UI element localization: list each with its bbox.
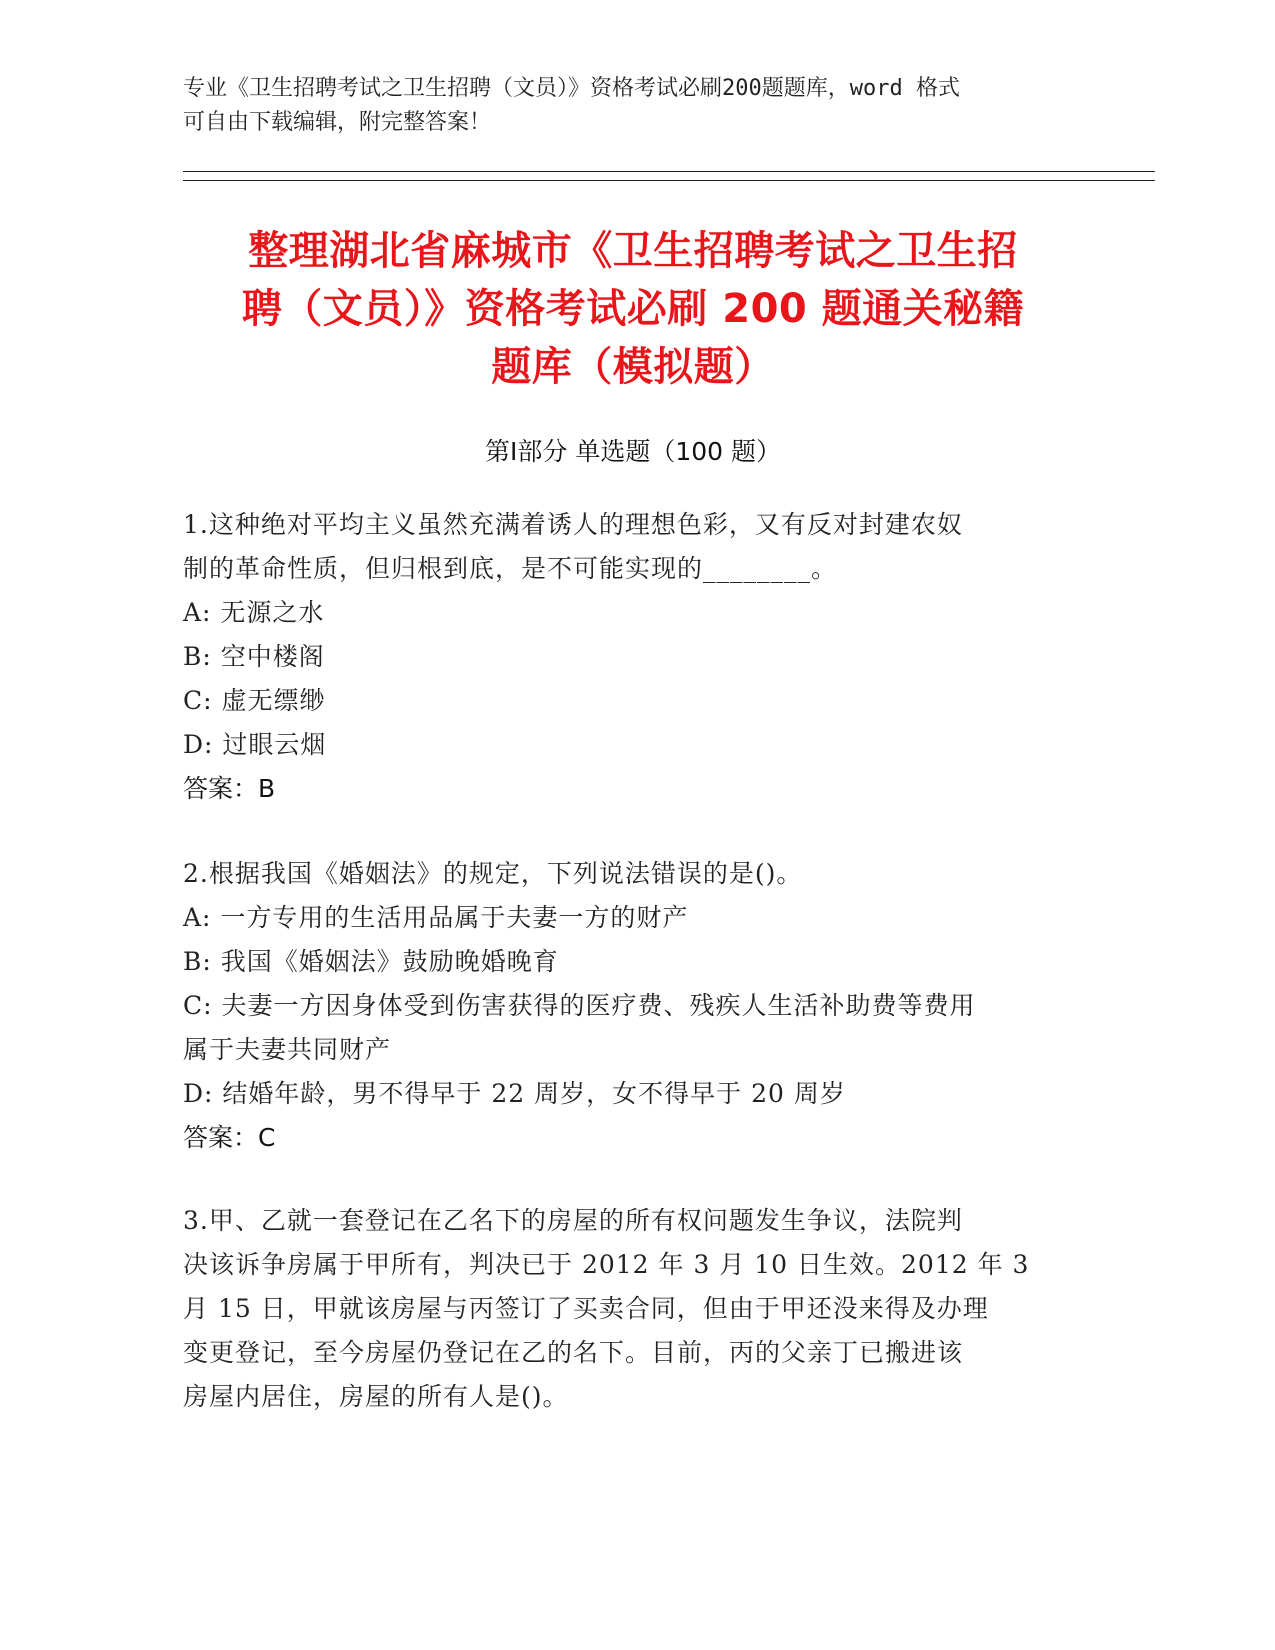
header-note (183, 72, 1063, 140)
option-c: C: 夫妻一方因身体受到伤害获得的医疗费、残疾人生活补助费等费用 (183, 991, 976, 1020)
option-b: B: 空中楼阁 (183, 642, 325, 671)
option-d: D: 过眼云烟 (183, 730, 327, 759)
question-1 (183, 503, 1063, 811)
title-line: 聘（文员）》资格考试必刷 200 题通关秘籍 (241, 286, 1025, 332)
question-3 (183, 1199, 1063, 1419)
question-stem-line: 变更登记，至今房屋仍登记在乙的名下。目前，丙的父亲丁已搬进该 (183, 1338, 964, 1367)
header-note-line: 可自由下载编辑，附完整答案！ (183, 110, 492, 135)
header-divider (183, 171, 1155, 172)
answer-line: 答案：C (183, 1123, 276, 1152)
option-d: D: 结婚年龄，男不得早于 22 周岁，女不得早于 20 周岁 (183, 1079, 846, 1108)
header-note-line: 专业《卫生招聘考试之卫生招聘（文员）》资格考试必刷200题题库，word 格式 (183, 76, 960, 101)
header-divider (183, 180, 1155, 181)
option-b: B: 我国《婚姻法》鼓励晚婚晚育 (183, 947, 559, 976)
option-a: A: 一方专用的生活用品属于夫妻一方的财产 (183, 903, 689, 932)
question-stem-line: 决该诉争房属于甲所有，判决已于 2012 年 3 月 10 日生效。2012 年 3 (183, 1250, 1030, 1279)
document-title (183, 222, 1083, 396)
question-stem-line: 2.根据我国《婚姻法》的规定，下列说法错误的是()。 (183, 859, 803, 888)
option-a: A: 无源之水 (183, 598, 325, 627)
title-line: 题库（模拟题） (491, 344, 775, 390)
question-stem-line: 房屋内居住，房屋的所有人是()。 (183, 1382, 569, 1411)
question-stem-line: 1.这种绝对平均主义虽然充满着诱人的理想色彩，又有反对封建农奴 (183, 510, 963, 539)
answer-line: 答案：B (183, 774, 276, 803)
question-2 (183, 852, 1063, 1160)
question-stem-line: 制的革命性质，但归根到底，是不可能实现的________。 (183, 554, 838, 583)
title-line: 整理湖北省麻城市《卫生招聘考试之卫生招 (248, 228, 1018, 274)
question-stem-line: 3.甲、乙就一套登记在乙名下的房屋的所有权问题发生争议，法院判 (183, 1206, 963, 1235)
section-heading: 第Ⅰ部分 单选题（100 题） (485, 437, 781, 466)
option-c-continued: 属于夫妻共同财产 (183, 1035, 392, 1064)
option-c: C: 虚无缥缈 (183, 686, 326, 715)
question-stem-line: 月 15 日，甲就该房屋与丙签订了买卖合同，但由于甲还没来得及办理 (183, 1294, 989, 1323)
